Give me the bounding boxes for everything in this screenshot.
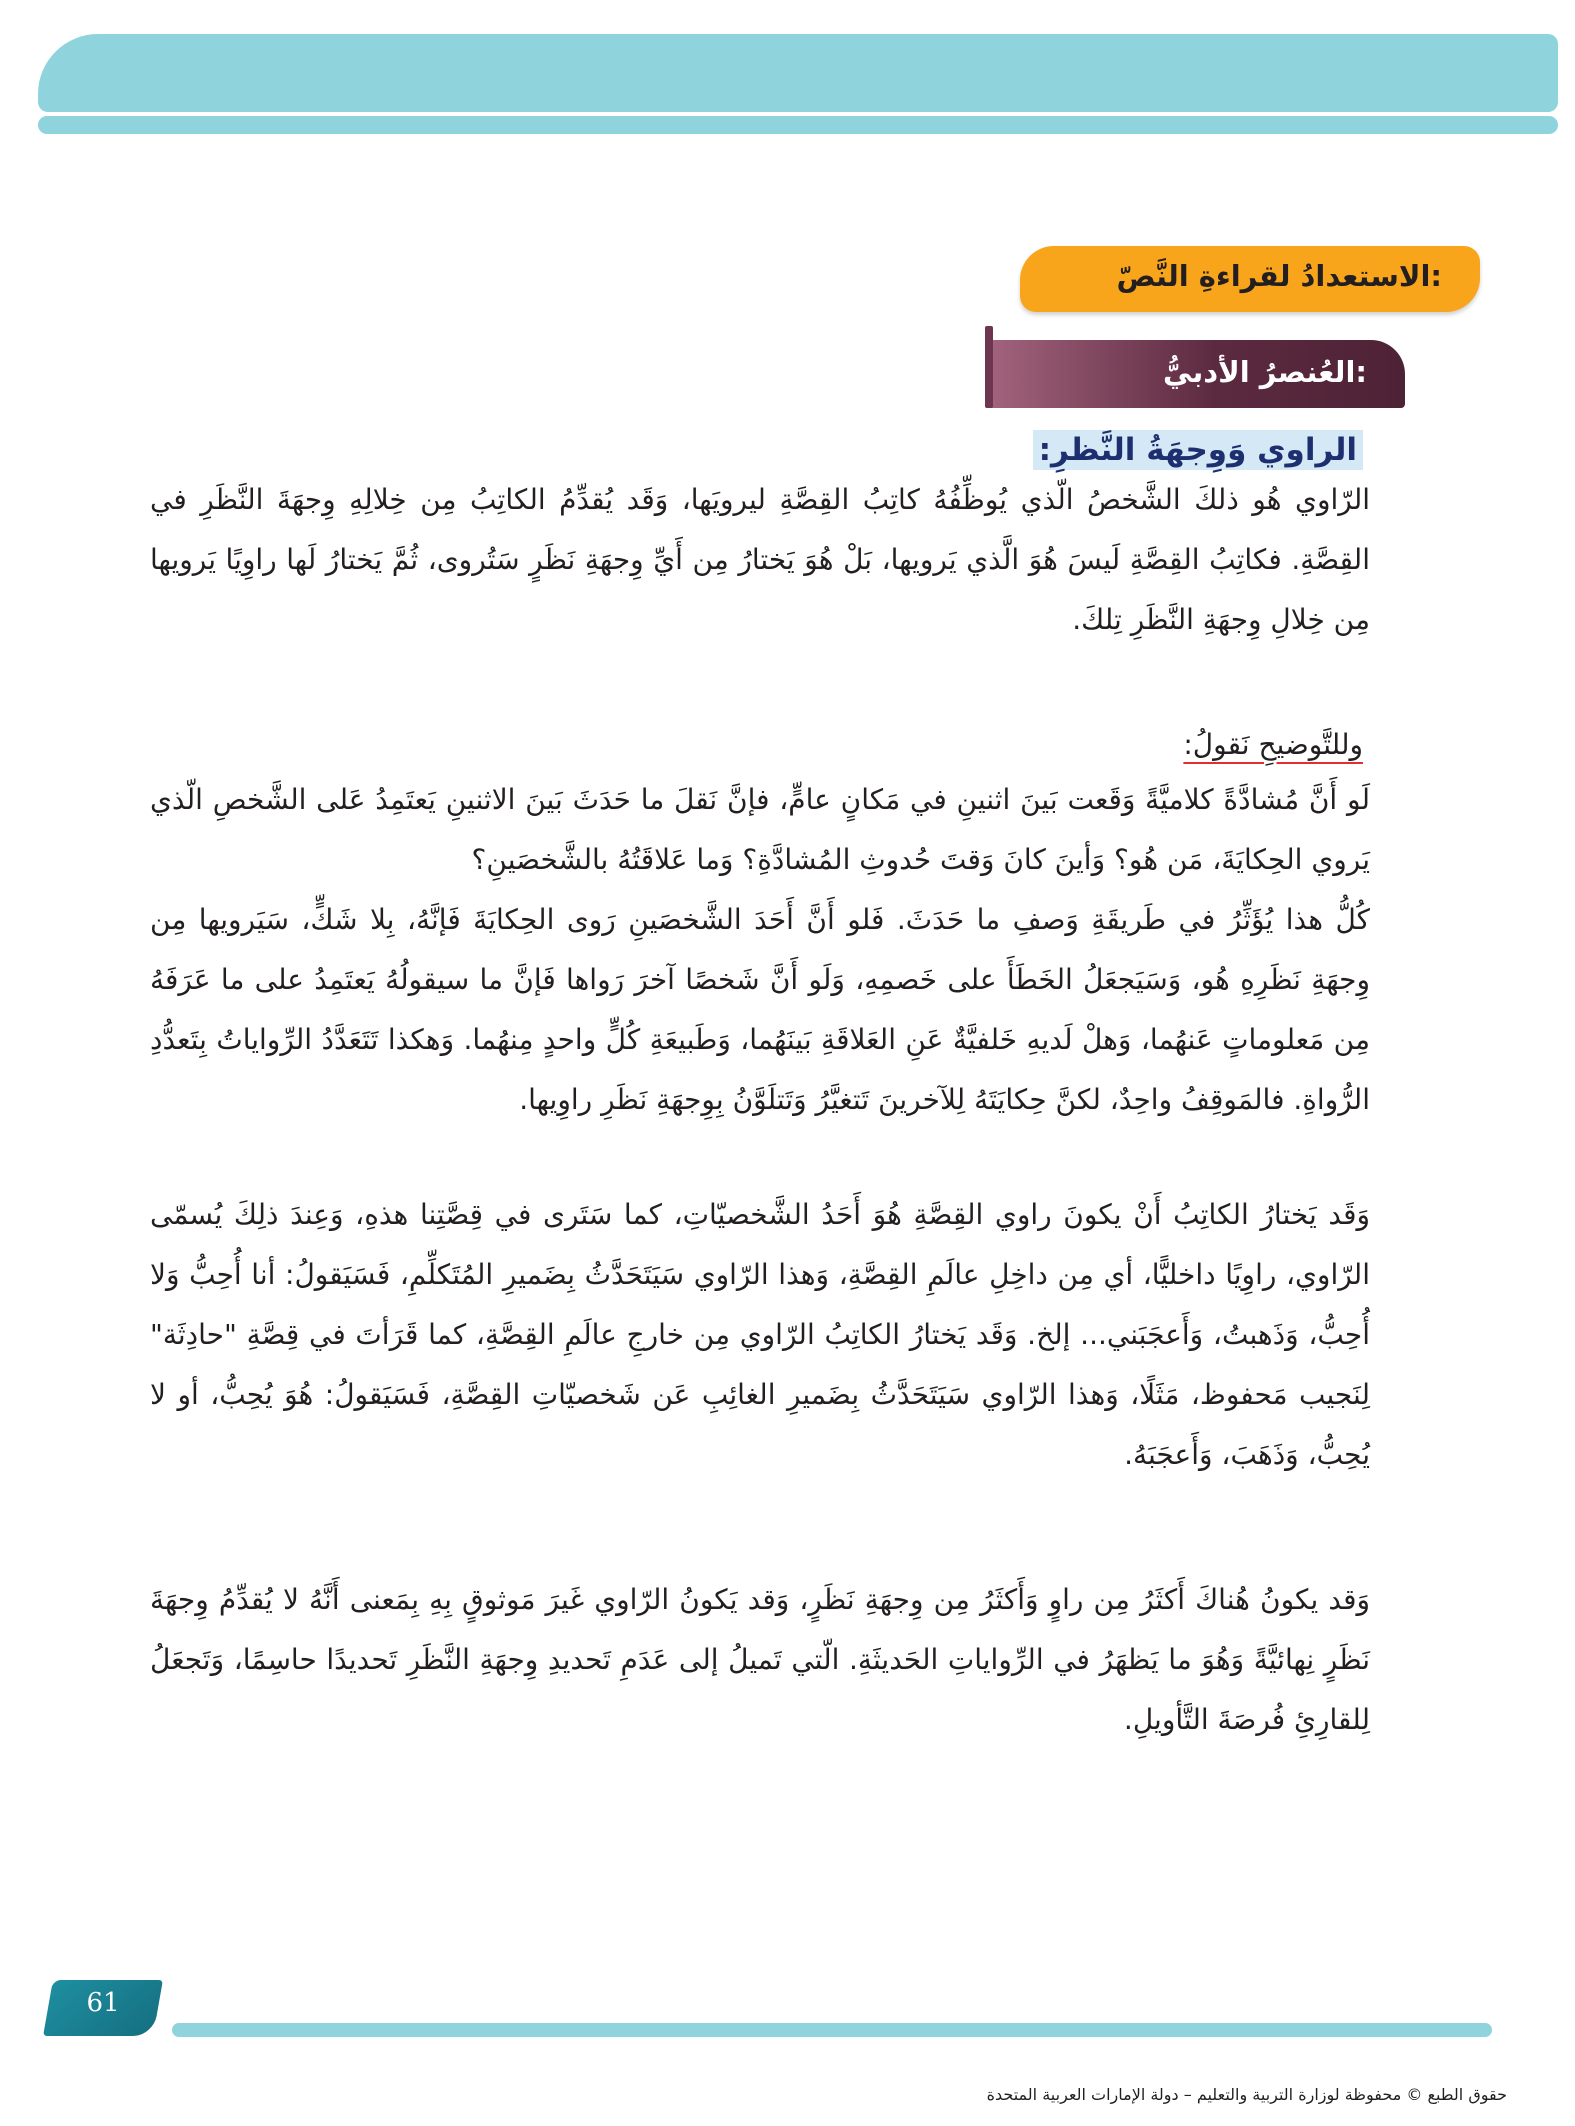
copyright-notice: حقوق الطبع © محفوظة لوزارة التربية والتعليم – دولة الإمارات العربية المتحدة <box>986 2085 1507 2104</box>
paragraph-unreliable-narrator: وَقد يكونُ هُناكَ أَكثَرُ مِن راوٍ وَأَكثَرُ مِن وِجهَةِ نَظَرٍ، وَقد يَكونُ الرّاوي غَيرَ مَوثوقٍ بِهِ بِمَعنى أَنَّهُ لا يُقدِّمُ وِجهَةَ نَظَرٍ نِهائيَّةً وَهُوَ ما يَظهَرُ في الرِّواياتِ الحَديثَةِ. الّتي تَميلُ إلى عَدَمِ تَحديدِ وِجهَةِ النَّظَرِ تَحديدًا حاسِمًا، وَتَجعَلُ لِلقارِئِ فُرصَةَ التَّأويلِ. <box>150 1583 1370 1736</box>
literary-element-label-text: العُنصرُ الأدبيُّ: <box>1162 355 1367 389</box>
reading-prep-label-text: الاستعدادُ لقراءةِ النَّصّ: <box>1116 259 1442 293</box>
clarification-heading: وللتَّوضيحِ نَقولُ: <box>1183 728 1363 761</box>
paragraph-narrator-definition: الرّاوي هُو ذلكَ الشَّخصُ الّذي يُوظِّفُهُ كاتِبُ القِصَّةِ ليرويَها، وَقَد يُقدِّمُ الكاتِبُ مِن خِلالِهِ وِجهَةَ النَّظَرِ في القِصَّةِ. فكاتِبُ القِصَّةِ لَيسَ هُوَ الَّذي يَرويها، بَلْ هُوَ يَختارُ مِن أَيِّ وِجهَةِ نَظَرٍ سَتُروى، ثُمَّ يَختارُ لَها راوِيًا يَرويها مِن خِلالِ وِجهَةِ النَّظَرِ تِلكَ. <box>150 483 1370 636</box>
paragraph-multiple-narrations: كُلُّ هذا يُؤَثِّرُ في طَريقَةِ وَصفِ ما حَدَثَ. فَلو أَنَّ أَحَدَ الشَّخصَينِ رَوى الحِكايَةَ فَإنَّهُ، بِلا شَكٍّ، سَيَرويها مِن وِجهَةِ نَظَرِهِ هُو، وَسَيَجعَلُ الخَطَأَ على خَصمِهِ، وَلَو أَنَّ شَخصًا آخرَ رَواها فَإنَّ ما سيقولُهُ يَعتَمِدُ على ما عَرَفَهُ مِن مَعلوماتٍ عَنهُما، وَهلْ لَديهِ خَلفيَّةٌ عَنِ العَلاقَةِ بَينَهُما، وَطَبيعَةِ كُلٍّ واحدٍ مِنهُما. وَهكذا تَتَعَدَّدُ الرِّواياتُ بِتَعدُّدِ الرُّواةِ. فالمَوقِفُ واحِدٌ، لكنَّ حِكايَتَهُ لِلآخرينَ تَتغيَّرُ وَتَتلَوَّنُ بِوِجهَةِ نَظَرِ راوِيها. <box>150 903 1370 1116</box>
paragraph-internal-external-narrator: وَقَد يَختارُ الكاتِبُ أَنْ يكونَ راوي القِصَّةِ هُوَ أَحَدُ الشَّخصيّاتِ، كما سَتَرى في قِصَّتِنا هذهِ، وَعِندَ ذلِكَ يُسمّى الرّاوي، راوِيًا داخليًّا، أي مِن داخِلِ عالَمِ القِصَّةِ، وَهذا الرّاوي سَيَتَحَدَّثُ بِضَميرِ المُتَكلِّمِ، فَسَيَقولُ: أنا أُحِبُّ وَلا أُحِبُّ، وَذَهبتُ، وَأَعجَبَني... إلخ. وَقَد يَختارُ الكاتِبُ الرّاوي مِن خارجِ عالَمِ القِصَّةِ، كما قَرَأتَ في قِصَّةِ "حادِثَة" لِنَجيب مَحفوظ، مَثَلًا، وَهذا الرّاوي سَيَتَحَدَّثُ بِضَميرِ الغائِبِ عَن شَخصيّاتِ القِصَّةِ، فَسَيَقولُ: هُوَ يُحِبُّ، أو لا يُحِبُّ، وَذَهَبَ، وَأَعجَبَهُ. <box>150 1198 1370 1471</box>
paragraph-quarrel-example: لَو أَنَّ مُشادَّةً كلاميَّةً وَقَعت بَينَ اثنينِ في مَكانٍ عامٍّ، فإنَّ نَقلَ ما حَدَثَ بَينَ الاثنينِ يَعتَمِدُ عَلى الشَّخصِ الّذي يَروي الحِكايَةَ، مَن هُو؟ وَأينَ كانَ وَقتَ حُدوثِ المُشادَّةِ؟ وَما عَلاقَتُهُ بالشَّخصَينِ؟ <box>150 783 1370 876</box>
reading-prep-label <box>1020 246 1480 312</box>
section-heading: الراوي وَوِجهَةُ النَّظرِ: <box>1033 430 1363 470</box>
top-decorative-band <box>38 34 1558 112</box>
page-number: 61 <box>86 1988 120 2018</box>
top-decorative-line <box>38 116 1558 134</box>
bottom-decorative-line <box>172 2023 1492 2037</box>
literary-element-label <box>985 340 1405 408</box>
